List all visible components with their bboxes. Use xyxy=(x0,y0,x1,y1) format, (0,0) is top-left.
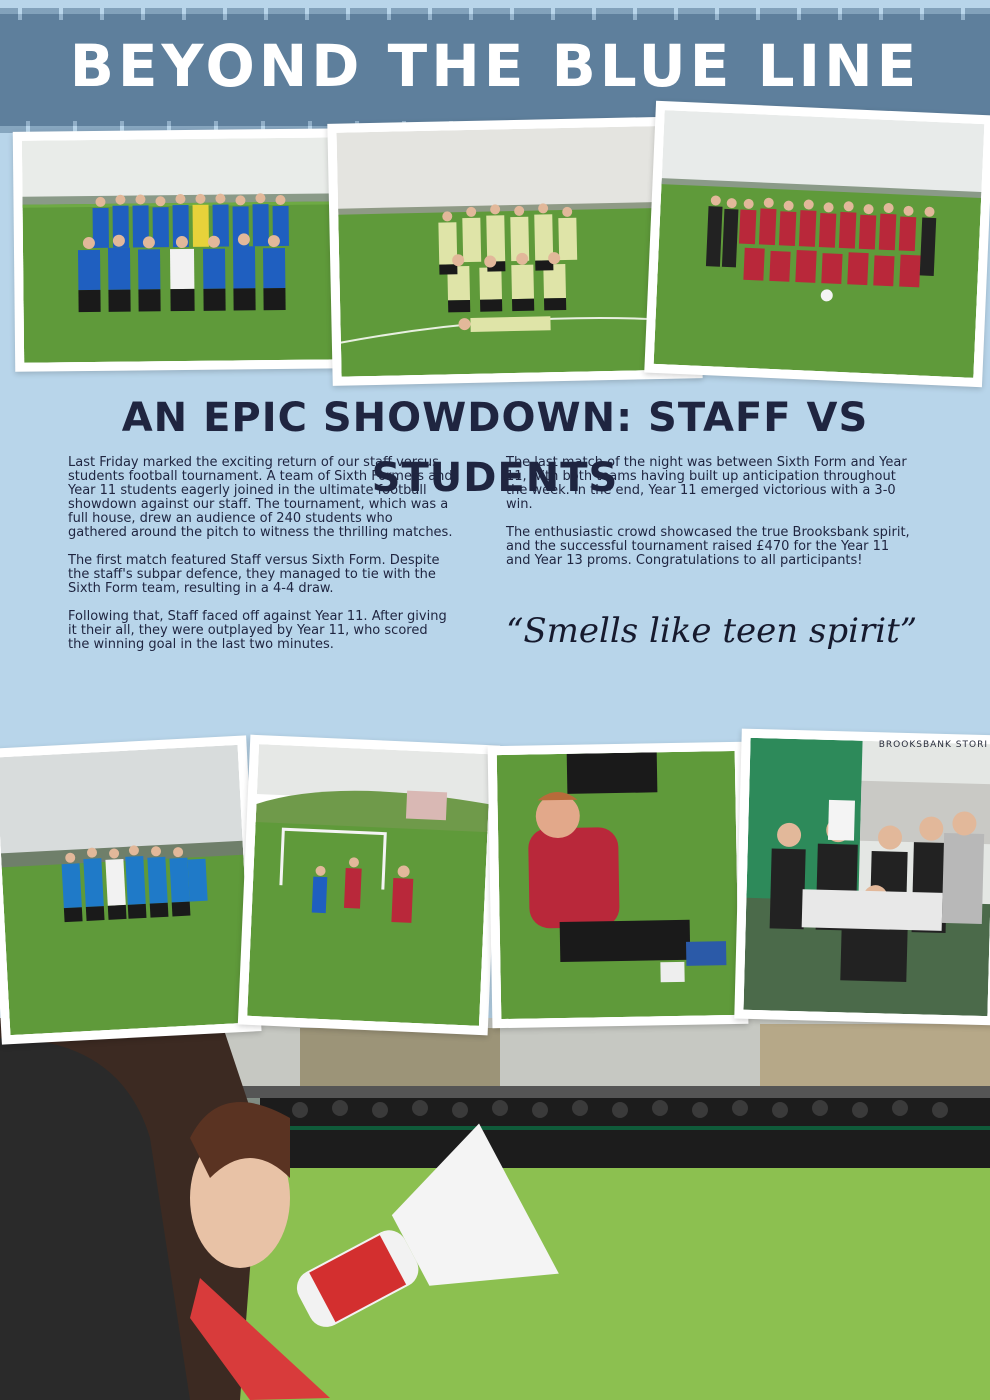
match-goalmouth-image xyxy=(247,744,491,1026)
photo-staff-team xyxy=(644,101,990,387)
pull-quote: “Smells like teen spirit” xyxy=(506,611,918,651)
article-paragraph: Following that, Staff faced off against Year 11. After giving it their all, they were outplayed by Year 11, who scored the winning goal in the last two minutes. xyxy=(68,609,447,652)
article-left-column xyxy=(68,456,453,666)
player-sitting-image xyxy=(497,751,740,1019)
photo-team-huddle xyxy=(0,735,262,1044)
photo-spectators xyxy=(0,1018,990,1400)
student-crowd-image xyxy=(743,738,990,1016)
article-paragraph: The last match of the night was between Sixth Form and Year 11, with both teams having built up anticipation throughout the week. In the end, Year 11 emerged victorious with a 3-0 win. xyxy=(506,455,907,512)
article-paragraph: The first match featured Staff versus Sixth Form. Despite the staff's subpar defence, they managed to tie with the Sixth Form team, resulting in a 4-4 draw. xyxy=(68,553,440,596)
year11-team-image xyxy=(22,137,351,362)
photo-credit: BROOKSBANK STORI xyxy=(878,740,988,750)
sixth-form-team-image xyxy=(336,125,693,376)
article-headline: AN EPIC SHOWDOWN: STAFF VS STUDENTS xyxy=(121,395,869,501)
photo-student-crowd xyxy=(734,729,990,1026)
photo-player-sitting xyxy=(488,742,749,1028)
masthead-title: BEYOND THE BLUE LINE xyxy=(69,32,921,100)
photo-match-goalmouth xyxy=(238,735,500,1036)
photo-year11-team xyxy=(13,128,360,372)
article-paragraph: Last Friday marked the exciting return of our staff versus students football tournament. A team of Sixth Formers and Year 11 students eagerly joined in the ultimate football showdown against our staff. The tournament, which was a full house, drew an audience of 240 students who gathered around the pitch to witness the thrilling matches. xyxy=(68,455,453,540)
article-right-column xyxy=(506,456,916,582)
spectators-image xyxy=(0,1018,990,1400)
staff-team-image xyxy=(654,110,985,378)
article-paragraph: The enthusiastic crowd showcased the true Brooksbank spirit, and the successful tournament raised £470 for the Year 11 and Year 13 proms. Congratulations to all participants! xyxy=(506,525,910,568)
team-huddle-image xyxy=(0,745,252,1035)
